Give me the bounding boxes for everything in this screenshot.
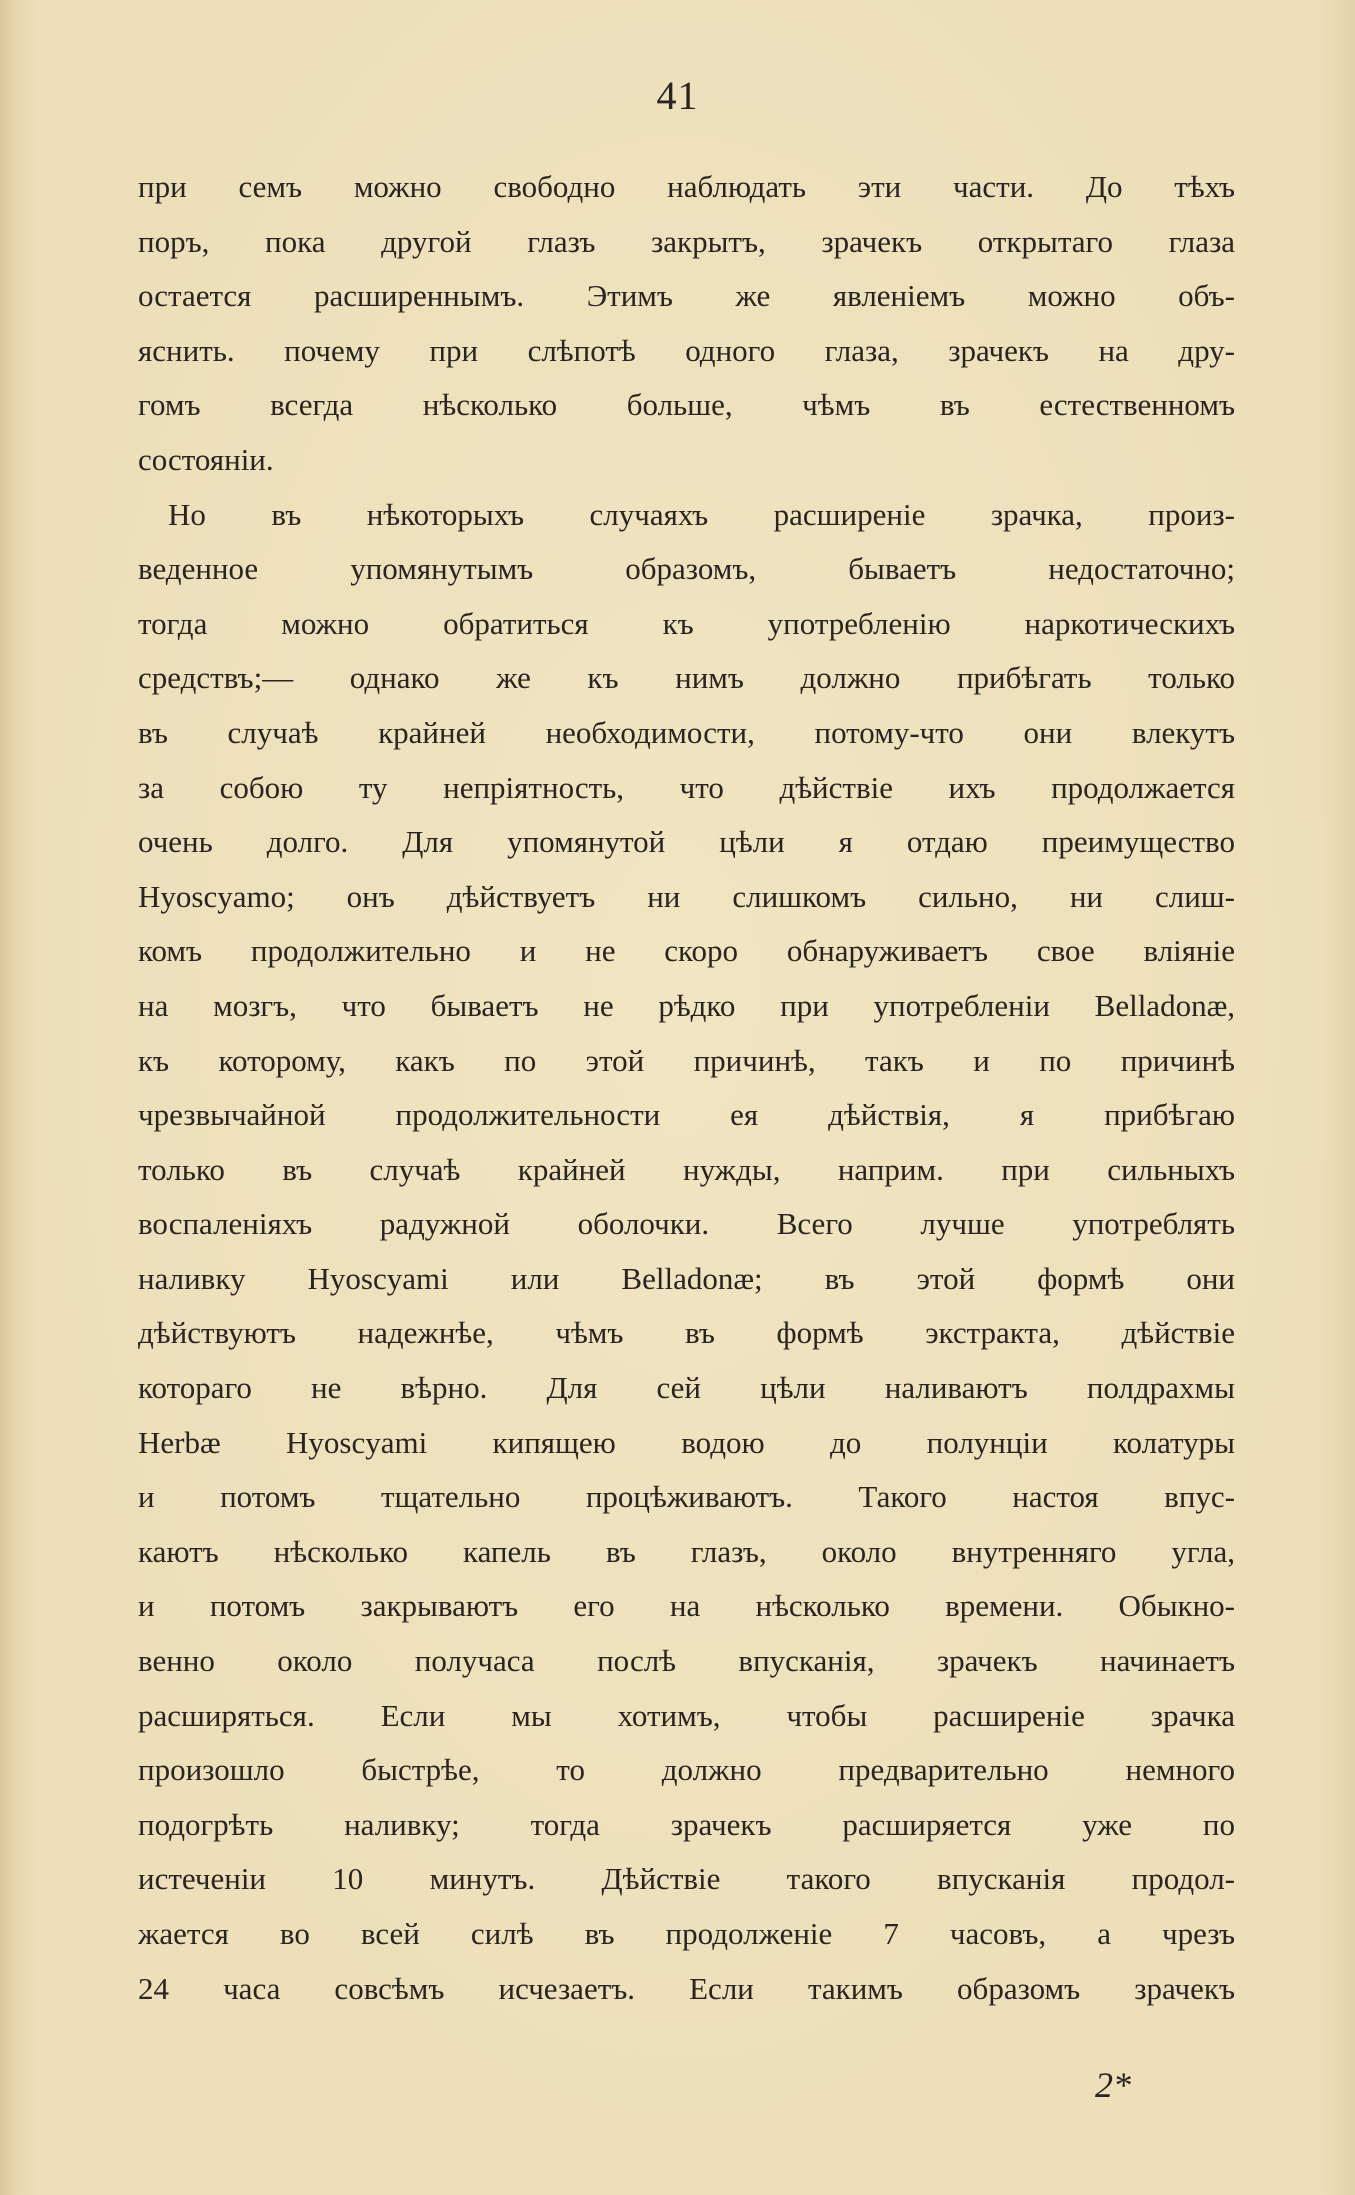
text-line: Herbæ Hyoscyami кипящею водою до полунціи колатуры — [138, 1424, 1235, 1460]
text-line: наливку Hyoscyami или Belladonæ; въ этой формѣ они — [138, 1260, 1235, 1296]
text-line: и потомъ тщательно процѣживаютъ. Такого настоя впус- — [138, 1479, 1235, 1515]
text-line: состояніи. — [138, 441, 274, 477]
paragraph-start-line: Но въ нѣкоторыхъ случаяхъ расширеніе зрачка, произ- — [168, 496, 1235, 532]
text-line: комъ продолжительно и не скоро обнаруживаетъ свое вліяніе — [138, 933, 1235, 969]
text-line: яснить. почему при слѣпотѣ одного глаза, зрачекъ на дру- — [138, 332, 1235, 368]
text-line: поръ, пока другой глазъ закрытъ, зрачекъ открытаго глаза — [138, 223, 1235, 259]
text-line: дѣйствуютъ надежнѣе, чѣмъ въ формѣ экстракта, дѣйствіе — [138, 1315, 1235, 1351]
text-line: истеченіи 10 минутъ. Дѣйствіе такого впусканія продол- — [138, 1861, 1235, 1897]
signature-mark: 2* — [1095, 2065, 1131, 2105]
text-line: остается расширеннымъ. Этимъ же явленіемъ можно объ- — [138, 278, 1235, 314]
text-line: при семъ можно свободно наблюдать эти части. До тѣхъ — [138, 169, 1235, 204]
text-line: расширяться. Если мы хотимъ, чтобы расширеніе зрачка — [138, 1697, 1235, 1733]
text-line: произошло быстрѣе, то должно предварительно немного — [138, 1752, 1235, 1788]
text-line: тогда можно обратиться къ употребленію наркотическихъ — [138, 605, 1235, 641]
text-line: и потомъ закрываютъ его на нѣсколько времени. Обыкно- — [138, 1588, 1235, 1624]
text-line: къ которому, какъ по этой причинѣ, такъ и по причинѣ — [138, 1042, 1235, 1078]
text-line: подогрѣть наливку; тогда зрачекъ расширяется уже по — [138, 1806, 1235, 1842]
body-text — [138, 160, 1235, 2016]
text-line: 24 часа совсѣмъ исчезаетъ. Если такимъ образомъ зрачекъ — [138, 1970, 1235, 2006]
text-line: веденное упомянутымъ образомъ, бываетъ недостаточно; — [138, 551, 1235, 587]
text-line: только въ случаѣ крайней нужды, наприм. при сильныхъ — [138, 1151, 1235, 1187]
text-line: Hyoscyamo; онъ дѣйствуетъ ни слишкомъ сильно, ни слиш- — [138, 878, 1235, 914]
text-line: венно около получаса послѣ впусканія, зрачекъ начинаетъ — [138, 1643, 1235, 1679]
text-line: жается во всей силѣ въ продолженіе 7 часовъ, а чрезъ — [138, 1916, 1235, 1951]
text-line: воспаленіяхъ радужной оболочки. Всего лучше употреблять — [138, 1206, 1235, 1242]
text-line: каютъ нѣсколько капель въ глазъ, около внутренняго угла, — [138, 1533, 1235, 1569]
text-line: очень долго. Для упомянутой цѣли я отдаю преимущество — [138, 824, 1235, 860]
text-line: на мозгъ, что бываетъ не рѣдко при употребленіи Belladonæ, — [138, 987, 1235, 1023]
text-line: въ случаѣ крайней необходимости, потому-что они влекутъ — [138, 714, 1235, 750]
text-line: гомъ всегда нѣсколько больше, чѣмъ въ естественномъ — [138, 387, 1235, 423]
page-number: 41 — [656, 73, 699, 118]
text-line: котораго не вѣрно. Для сей цѣли наливаютъ полдрахмы — [138, 1370, 1235, 1406]
text-line: средствъ;— однако же къ нимъ должно прибѣгать только — [138, 660, 1235, 696]
text-line: за собою ту непріятность, что дѣйствіе ихъ продолжается — [138, 769, 1235, 805]
text-line: чрезвычайной продолжительности ея дѣйствія, я прибѣгаю — [138, 1097, 1235, 1133]
